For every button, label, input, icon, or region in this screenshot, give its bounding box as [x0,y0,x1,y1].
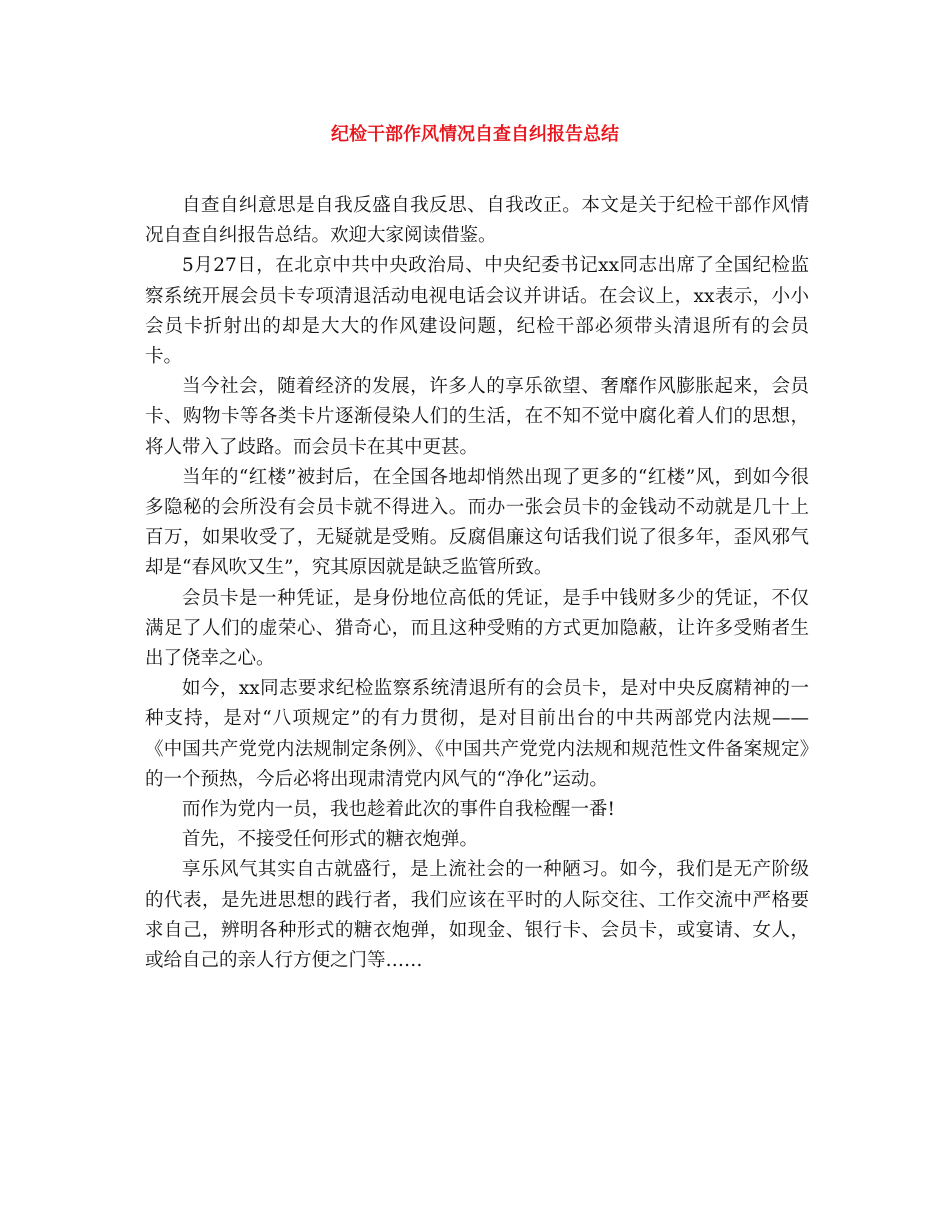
paragraph: 享乐风气其实自古就盛行，是上流社会的一种陋习。如今，我们是无产阶级的代表，是先进思想的践行者，我们应该在平时的人际交往、工作交流中严格要求自己，辨明各种形式的糖衣炮弹，如现金、银行卡、会员卡，或宴请、女人，或给自己的亲人行方便之门等…… [145,859,809,972]
paragraph: 首先，不接受任何形式的糖衣炮弹。 [182,829,479,851]
paragraph: 当今社会，随着经济的发展，许多人的享乐欲望、奢靡作风膨胀起来，会员卡、购物卡等各类卡片逐渐侵染人们的生活，在不知不觉中腐化着人们的思想，将人带入了歧路。而会员卡在其中更甚。 [145,376,809,458]
paragraph: 如今，xx同志要求纪检监察系统清退所有的会员卡，是对中央反腐精神的一种支持，是对“八项规定”的有力贯彻，是对目前出台的中共两部党内法规——《中国共产党党内法规制定条例》、《中国共产党党内法规和规范性文件备案规定》的一个预热，今后必将出现肃清党内风气的“净化”运动。 [145,678,809,790]
paragraph: 自查自纠意思是自我反盛自我反思、自我改正。本文是关于纪检干部作风情况自查自纠报告总结。欢迎大家阅读借鉴。 [145,195,809,247]
document-body [145,191,809,976]
paragraph: 而作为党内一员，我也趁着此次的事件自我检醒一番! [182,799,615,821]
paragraph: 会员卡是一种凭证，是身份地位高低的凭证，是手中钱财多少的凭证，不仅满足了人们的虚荣心、猎奇心，而且这种受贿的方式更加隐蔽，让许多受贿者生出了侥幸之心。 [145,587,809,670]
paragraph: 5月27日，在北京中共中央政治局、中央纪委书记xx同志出席了全国纪检监察系统开展会员卡专项清退活动电视电话会议并讲话。在会议上，xx表示，小小会员卡折射出的却是大大的作风建设问题，纪检干部必须带头清退所有的会员卡。 [145,255,809,368]
paragraph: 当年的“红楼”被封后，在全国各地却悄然出现了更多的“红楼”风，到如今很多隐秘的会所没有会员卡就不得进入。而办一张会员卡的金钱动不动就是几十上百万，如果收受了，无疑就是受贿。反腐倡廉这句话我们说了很多年，歪风邪气却是“春风吹又生”，究其原因就是缺乏监管所致。 [145,466,809,579]
document-title: 纪检干部作风情况自查自纠报告总结 [331,124,619,145]
